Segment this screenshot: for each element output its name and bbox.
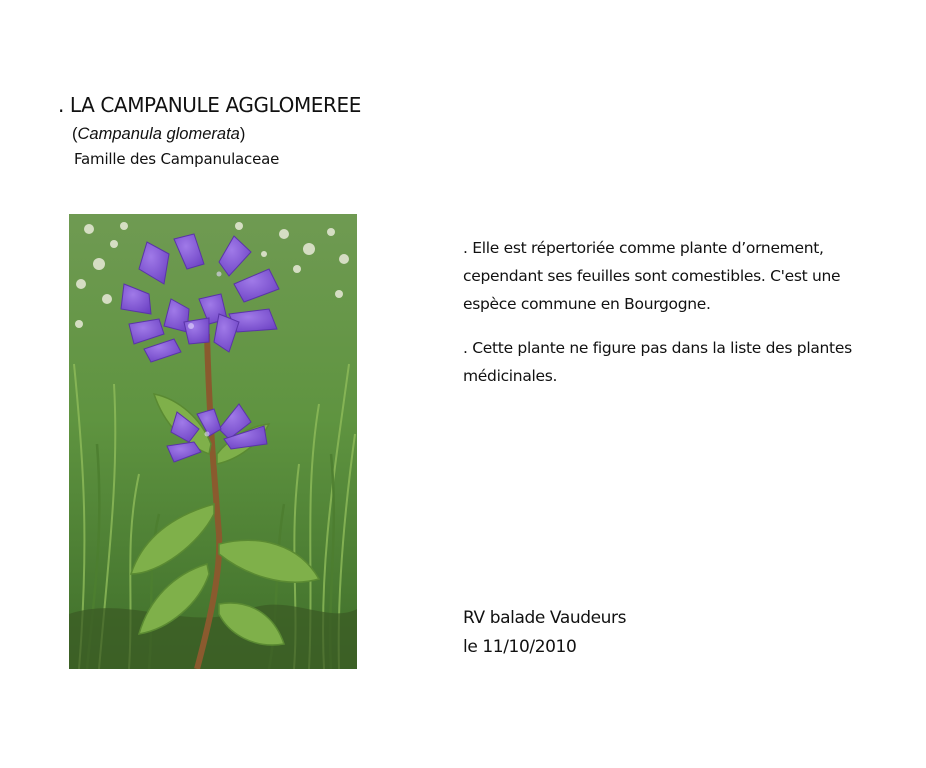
- scientific-open-paren: (: [72, 125, 78, 143]
- event-date: le 11/10/2010: [463, 637, 577, 657]
- plant-family: Famille des Campanulaceae: [74, 150, 280, 168]
- description-paragraph-2: . Cette plante ne figure pas dans la liste des plantes médicinales.: [463, 339, 852, 385]
- scientific-close-paren: ): [239, 125, 246, 143]
- bellflower-illustration: [69, 214, 357, 669]
- event-title: RV balade Vaudeurs: [463, 608, 627, 628]
- description: [463, 234, 883, 406]
- scientific-name: Campanula glomerata: [77, 125, 240, 143]
- scientific-name-line: [72, 122, 478, 146]
- plant-photo: [69, 214, 357, 669]
- page-title: . LA CAMPANULE AGGLOMEREE: [58, 93, 362, 117]
- event-note: [463, 604, 626, 662]
- description-paragraph-1: . Elle est répertoriée comme plante d’ornement, cependant ses feuilles sont comestibles. C'est une espèce commune en Bourgogne.: [463, 239, 841, 313]
- header-block: [58, 92, 478, 170]
